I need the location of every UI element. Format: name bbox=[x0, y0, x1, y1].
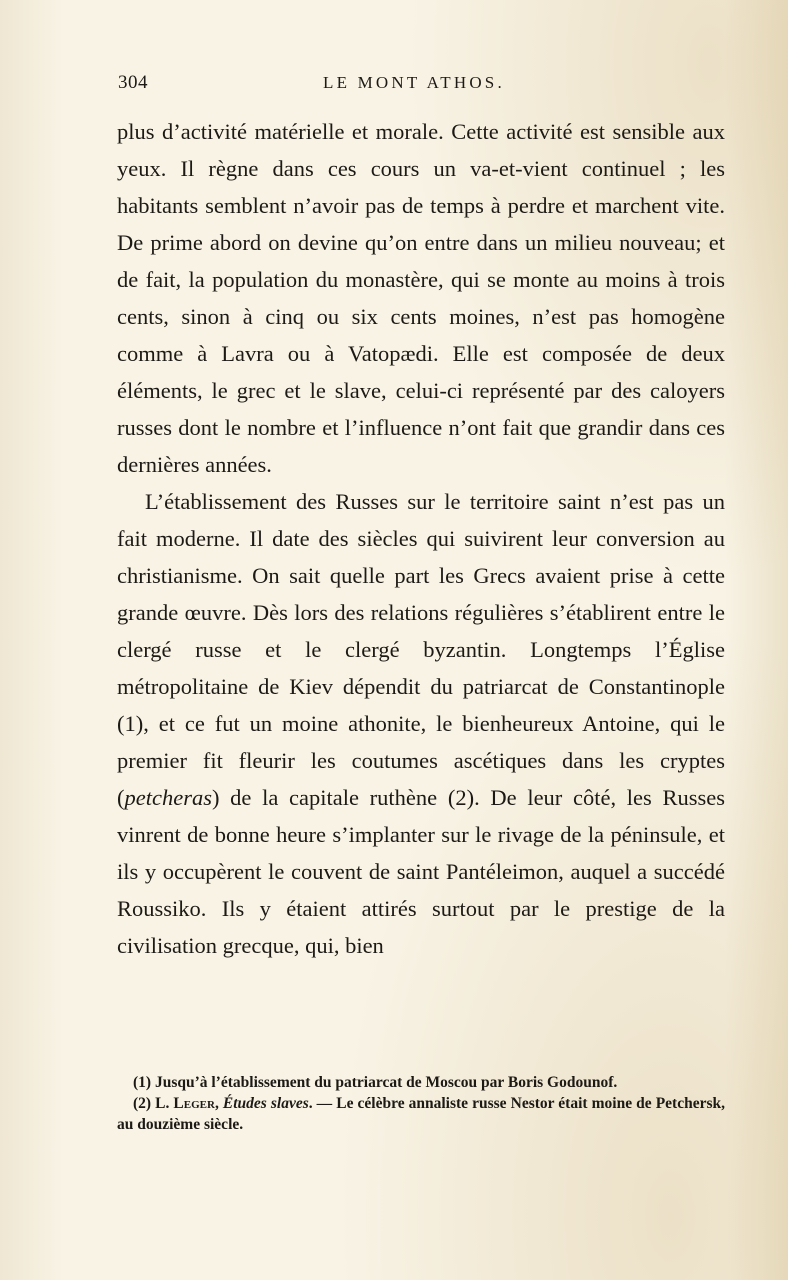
footnote-2 bbox=[117, 1093, 725, 1135]
paragraph-2-part-b: ) de la capitale ruthène (2). De leur côté, les Russes vinrent de bonne heure s’implanter sur le rivage de la péninsule, et ils y occupèrent le couvent de saint Pantéleimon, auquel a succédé Roussiko. Ils y étaient attirés surtout par le prestige de la civilisation grecque, qui, bien bbox=[117, 785, 725, 958]
page-header bbox=[118, 72, 723, 98]
paragraph-2 bbox=[117, 483, 725, 964]
footnote-2-rest: . — Le célèbre annaliste russe Nestor était moine de Petchersk, au douzième siècle. bbox=[117, 1095, 726, 1133]
footnotes bbox=[117, 1072, 725, 1135]
footnote-1: (1) Jusqu’à l’établissement du patriarcat de Moscou par Boris Godounof. bbox=[133, 1074, 618, 1091]
footnote-2-marker: (2) L. bbox=[133, 1095, 174, 1112]
footnote-2-separator: , bbox=[214, 1095, 223, 1112]
paragraph-2-italic-term: petcheras bbox=[124, 785, 212, 810]
paragraph-1: plus d’activité matérielle et morale. Cette activité est sensible aux yeux. Il règne dans ces cours un va-et-vient continuel ; les habitants semblent n’avoir pas de temps à perdre et marchent vite. De prime abord on devine qu’on entre dans un milieu nouveau; et de fait, la population du monastère, qui se monte au moins à trois cents, sinon à cinq ou six cents moines, n’est pas homogène comme à Lavra ou à Vatopædi. Elle est composée de deux éléments, le grec et le slave, celui-ci représenté par des caloyers russes dont le nombre et l’influence n’ont fait que grandir dans ces dernières années. bbox=[117, 119, 725, 477]
footnote-2-title: Études slaves bbox=[222, 1095, 309, 1112]
footnote-2-author: Leger bbox=[173, 1095, 215, 1112]
body-text bbox=[117, 113, 725, 964]
running-title: LE MONT ATHOS. bbox=[323, 73, 505, 92]
page-number: 304 bbox=[118, 72, 148, 93]
paragraph-2-part-a: L’établissement des Russes sur le territoire saint n’est pas un fait moderne. Il date des siècles qui suivirent leur conversion au christianisme. On sait quelle part les Grecs avaient prise à cette grande œuvre. Dès lors des relations régulières s’établirent entre le clergé russe et le clergé byzantin. Longtemps l’Église métropolitaine de Kiev dépendit du patriarcat de Constantinople (1), et ce fut un moine athonite, le bienheureux Antoine, qui le premier fit fleurir les coutumes ascétiques dans les cryptes ( bbox=[117, 489, 725, 810]
